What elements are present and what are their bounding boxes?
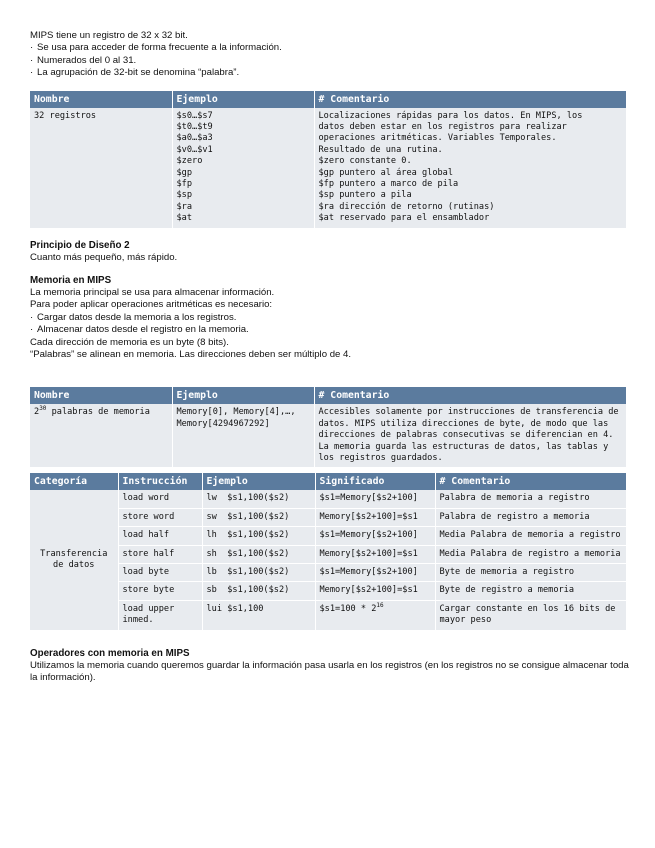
instruction-cell: load byte [118, 564, 202, 582]
category-cell: Transferencia de datos [30, 490, 118, 630]
register-comment: datos deben estar en los registros para realizar [318, 122, 567, 133]
operands: $s1,100($s2) [227, 548, 290, 559]
comment-cell: Media Palabra de memoria a registro [435, 527, 626, 545]
register-comment: $at reservado para el ensamblador [318, 213, 490, 224]
example-cell [202, 582, 315, 600]
intro-bullet: · Se usa para acceder de forma frecuente a la información. [30, 42, 630, 54]
instruction-cell: load word [118, 490, 202, 508]
example-cell [202, 600, 315, 630]
comment-cell: Palabra de memoria a registro [435, 490, 626, 508]
table-row [30, 490, 626, 508]
operands: $s1,100($s2) [227, 585, 290, 596]
register-comment: $zero constante 0. [318, 156, 412, 167]
meaning-cell [315, 600, 435, 630]
register-example: $v0…$v1 [176, 144, 213, 155]
meaning-exponent: 16 [376, 601, 384, 609]
register-comments-cell [314, 108, 626, 228]
header-ejemplo: Ejemplo [172, 387, 314, 404]
table-row [30, 508, 626, 526]
example-cell [202, 545, 315, 563]
header-nombre: Nombre [30, 387, 172, 404]
register-example: $zero [176, 156, 203, 167]
operators-section [30, 648, 630, 685]
header-ejemplo: Ejemplo [172, 91, 314, 108]
intro-line: MIPS tiene un registro de 32 x 32 bit. [30, 30, 188, 41]
meaning-base: $s1=100 * 2 [319, 603, 377, 614]
header-ejemplo: Ejemplo [202, 473, 315, 490]
operands: $s1,100($s2) [227, 530, 290, 541]
register-comment: $fp puntero a marco de pila [318, 179, 459, 190]
register-example: $ra [176, 201, 193, 212]
register-comment: Localizaciones rápidas para los datos. En MIPS, los [318, 110, 583, 121]
table-row [30, 582, 626, 600]
meaning-cell: $s1=Memory[$s2+100] [315, 564, 435, 582]
register-comment: Resultado de una rutina. [318, 144, 443, 155]
example-cell [202, 508, 315, 526]
register-comment: $gp puntero al área global [318, 167, 454, 178]
instruction-cell: load upper inmed. [118, 600, 202, 630]
memory-line: Para poder aplicar operaciones aritméticas es necesario: [30, 299, 273, 311]
principle-section [30, 240, 630, 265]
register-examples-cell [172, 108, 314, 228]
header-comentario: # Comentario [435, 473, 626, 490]
header-nombre: Nombre [30, 91, 172, 108]
opcode: sw [206, 511, 217, 522]
memory-bullet: · Almacenar datos desde el registro en la memoria. [30, 324, 630, 336]
register-name-cell: 32 registros [30, 108, 172, 228]
intro-section [30, 30, 630, 80]
instruction-cell: store half [118, 545, 202, 563]
memory-bullet: · Cargar datos desde la memoria a los registros. [30, 312, 630, 324]
comment-cell: Palabra de registro a memoria [435, 508, 626, 526]
operators-title: Operadores con memoria en MIPS [30, 647, 190, 659]
header-comentario: # Comentario [314, 91, 626, 108]
opcode: lw [206, 493, 217, 504]
table-row [30, 564, 626, 582]
example-cell [202, 490, 315, 508]
example-cell [202, 564, 315, 582]
instruction-cell: store word [118, 508, 202, 526]
register-example: $s0…$s7 [176, 110, 213, 121]
table-row [30, 527, 626, 545]
register-example: $t0…$t9 [176, 122, 213, 133]
table-row [30, 600, 626, 630]
register-example: $gp [176, 167, 193, 178]
memory-section [30, 275, 630, 362]
register-comment: operaciones aritméticas. Variables Temporales. [318, 133, 557, 144]
opcode: lh [206, 530, 217, 541]
memory-comment-cell: Accesibles solamente por instrucciones de transferencia de datos. MIPS utiliza direcciones de byte, de modo que las direcciones de palabras consecutivas se diferencian en 4. La memoria guarda las estructuras de datos, las tablas y los registros guardados. [314, 404, 626, 467]
comment-cell: Media Palabra de registro a memoria [435, 545, 626, 563]
memory-line: “Palabras” se alinean en memoria. Las direcciones deben ser múltiplo de 4. [30, 348, 352, 360]
intro-bullet: · Numerados del 0 al 31. [30, 55, 630, 67]
register-example: $fp [176, 179, 193, 190]
principle-title: Principio de Diseño 2 [30, 239, 130, 251]
example-cell [202, 527, 315, 545]
header-instruccion: Instrucción [118, 473, 202, 490]
register-example: $at [176, 213, 193, 224]
memory-example: Memory[4294967292] [176, 418, 270, 429]
memory-line: La memoria principal se usa para almacenar información. [30, 286, 275, 298]
operands: $s1,100($s2) [227, 567, 290, 577]
opcode: lb [206, 567, 217, 577]
comment-cell: Byte de registro a memoria [435, 582, 626, 600]
comment-cell: Byte de memoria a registro [435, 564, 626, 582]
memory-table [30, 387, 626, 467]
intro-bullet: · La agrupación de 32-bit se denomina “palabra”. [30, 67, 630, 79]
meaning-cell: $s1=Memory[$s2+100] [315, 490, 435, 508]
table-row [30, 404, 626, 467]
header-comentario: # Comentario [314, 387, 626, 404]
registers-table [30, 91, 626, 228]
register-example: $sp [176, 190, 193, 201]
meaning-cell: Memory[$s2+100]=$s1 [315, 508, 435, 526]
document-page [30, 30, 630, 685]
principle-text: Cuanto más pequeño, más rápido. [30, 252, 178, 264]
memory-line: Cada dirección de memoria es un byte (8 bits). [30, 336, 229, 348]
meaning-cell: $s1=Memory[$s2+100] [315, 527, 435, 545]
memory-name-base: 2 [34, 407, 40, 418]
operands: $s1,100 [227, 603, 264, 614]
opcode: lui [206, 603, 223, 614]
operands: $s1,100($s2) [227, 493, 290, 504]
table-row [30, 108, 626, 228]
instructions-table [30, 473, 626, 630]
register-example: $a0…$a3 [176, 133, 213, 144]
memory-name-rest: palabras de memoria [46, 407, 150, 418]
memory-example-cell [172, 404, 314, 467]
header-significado: Significado [315, 473, 435, 490]
header-categoria: Categoría [30, 473, 118, 490]
memory-name-cell [30, 404, 172, 467]
instruction-cell: load half [118, 527, 202, 545]
table-row [30, 545, 626, 563]
instructions-table-header [30, 473, 626, 490]
operators-text: Utilizamos la memoria cuando queremos guardar la información pasa usarla en los registros (en los registros no se consigue almacenar toda la información). [30, 660, 629, 684]
opcode: sb [206, 585, 217, 596]
meaning-cell: Memory[$s2+100]=$s1 [315, 545, 435, 563]
operands: $s1,100($s2) [227, 511, 290, 522]
memory-example: Memory[0], Memory[4],…, [176, 407, 296, 418]
register-comment: $sp puntero a pila [318, 190, 412, 201]
opcode: sh [206, 548, 217, 559]
memory-title: Memoria en MIPS [30, 274, 112, 286]
instruction-cell: store byte [118, 582, 202, 600]
memory-table-header [30, 387, 626, 404]
memory-name-exponent: 30 [39, 405, 47, 413]
meaning-cell: Memory[$s2+100]=$s1 [315, 582, 435, 600]
registers-table-header [30, 91, 626, 108]
register-comment: $ra dirección de retorno (rutinas) [318, 201, 495, 212]
comment-cell: Cargar constante en los 16 bits de mayor peso [435, 600, 626, 630]
